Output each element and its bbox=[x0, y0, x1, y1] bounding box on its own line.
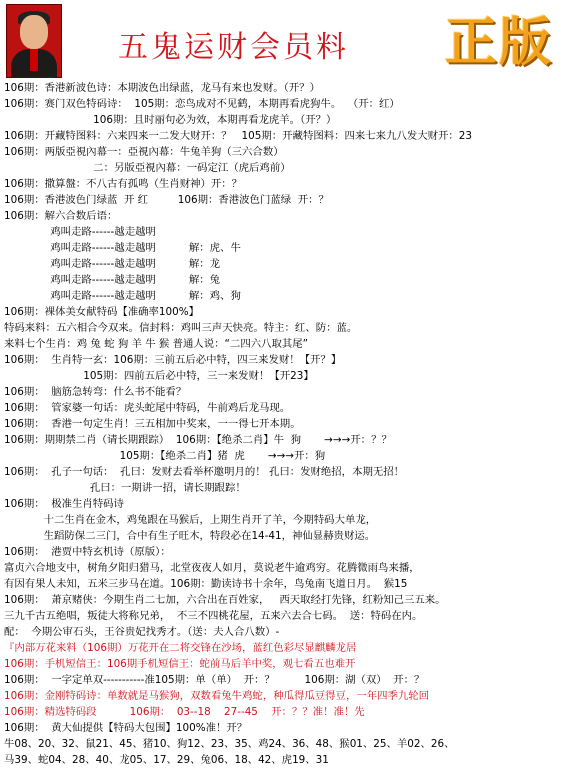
avatar-tie bbox=[30, 49, 38, 71]
text-line: 牛08、20、32、鼠21、45、猪10、狗12、23、35、鸡24、36、48、猴01、25、羊02、26、 bbox=[4, 738, 455, 750]
text-line: 鸡叫走路------越走越明 解：鸡、狗 bbox=[4, 290, 241, 302]
text-line-highlight: 106期：精选特码段 106期： 03--18 27--45 开：？？准！准！先 bbox=[4, 706, 365, 718]
text-line: 配： 今期公审石头，王谷贵妃找秀才。（送：夫人合八数）- bbox=[4, 626, 280, 638]
avatar bbox=[6, 4, 62, 78]
text-line: 106期： 孔子一句话： 孔曰：发财去看举杯邀明月的！ 孔曰：发财绝招，本期无招！ bbox=[4, 466, 405, 478]
avatar-face bbox=[20, 15, 48, 49]
text-line: 马39、蛇04、28、40、龙05、17、29、兔06、18、42、虎19、31 bbox=[4, 754, 329, 766]
text-line: 106期： 港贾中特玄机诗（原版）： bbox=[4, 546, 171, 558]
text-line: 106期：开藏特图料：六来四来一二发大财开：？ 105期：开藏特图料：四来七来九八发大财开：23 bbox=[4, 130, 473, 142]
text-line: 106期：撒算盤：不八古有孤鸣（生肖财神）开：？ bbox=[4, 178, 243, 190]
text-line: 106期： 生肖特一玄：106期：三前五后必中特，四三来发财！【开？】 bbox=[4, 354, 342, 366]
text-line: 二：另版亞視內幕：一码定江（虎后鸡前） bbox=[4, 162, 291, 174]
text-line: 106期：解六合数后语： bbox=[4, 210, 118, 222]
text-line: 105期：【绝杀二肖】猪 虎 →→→开：狗 bbox=[4, 450, 326, 462]
text-line-highlight: 106期：金刚特码诗：单数就是马猴狗，双数看兔牛鸡蛇，种瓜得瓜豆得豆，一年四季九轮回 bbox=[4, 690, 430, 702]
page-title: 五鬼运财会员料 bbox=[118, 30, 349, 65]
text-line: 106期：且时丽句必为效，本期再看龙虎羊。（开？） bbox=[4, 114, 337, 126]
text-line: 106期：香港新波色诗：本期波色出绿蓝，龙马有来也发财。（开？） bbox=[4, 82, 320, 94]
text-line-highlight: 『内部万花来料（106期）万花开在二将交锋在沙场，蓝红色彩尽显麒麟龙居 bbox=[4, 642, 357, 654]
text-line: 106期： 黄大仙提供【特码大包围】100%准！开？ bbox=[4, 722, 248, 734]
text-line: 孔曰：一期讲一招，请长期跟踪！ bbox=[4, 482, 246, 494]
text-line: 有因有果人未知，五米三步马在道。106期：勤读诗书十余年，鸟兔南飞道日月。 猴15 bbox=[4, 578, 408, 590]
text-line-highlight: 106期：手机短信王：106期手机短信王：蛇前马后羊中奖，观七看五也难开 bbox=[4, 658, 356, 670]
text-line: 三九千古五绝唱，叛徒大将称兄弟， 不三不四桃花屋，五来六去合七码。 送：特码在内。 bbox=[4, 610, 423, 622]
text-line: 富贞六合地支中，树角夕阳归猎马，北堂夜夜人如月，莫说老牛逾鸡穷。花腾微雨鸟来播， bbox=[4, 562, 420, 574]
text-line: 生蹈防保二三门，合中有生子旺木，特段必在14-41，神仙显赫贵财运。 bbox=[4, 530, 376, 542]
text-line: 106期： 香港一句定生肖！三五相加中奖来，一一得七开本期。 bbox=[4, 418, 301, 430]
text-line: 106期：期期禁二肖（请长期跟踪） 106期：【绝杀二肖】牛 狗 →→→开：？？ bbox=[4, 434, 392, 446]
text-line: 来料七个生肖：鸡 兔 蛇 狗 羊 牛 猴 普通人说：“二四六八取其尾” bbox=[4, 338, 309, 350]
text-line: 106期： 一字定单双-----------准105期：单（单） 开：？ 106期：湖（双） 开：？ bbox=[4, 674, 425, 686]
text-line: 鸡叫走路------越走越明 解：龙 bbox=[4, 258, 221, 270]
text-line: 106期：两版亞視內幕一：亞視內幕：牛兔羊狗（三六合数） bbox=[4, 146, 284, 158]
content-area bbox=[4, 80, 574, 768]
text-line: 106期： 脑筋急转弯：什么书不能看？ bbox=[4, 386, 187, 398]
text-line: 106期： 萧京赌侠：今期生肖二七加，六合出在百姓家， 西天取经打先锋，红粉知己三五来。 bbox=[4, 594, 446, 606]
text-line: 十二生肖在金木，鸡兔跟在马猴后，上期生肖开了羊，今期特码大单龙， bbox=[4, 514, 377, 526]
text-line: 鸡叫走路------越走越明 bbox=[4, 226, 156, 238]
text-line: 106期：香港波色门绿蓝 开 红 106期：香港波色门蓝绿 开：？ bbox=[4, 194, 329, 206]
text-line: 特码来料：五六相合今双来。信封料：鸡叫三声天快亮。特主：红、防：蓝。 bbox=[4, 322, 358, 334]
text-line: 鸡叫走路------越走越明 解：兔 bbox=[4, 274, 221, 286]
text-line: 鸡叫走路------越走越明 解：虎、牛 bbox=[4, 242, 241, 254]
text-line: 106期：赛门双色特码诗： 105期：恋鸟成对不见鹤，本期再看虎狗牛。 （开：红） bbox=[4, 98, 400, 110]
text-line: 106期： 极准生肖特码诗 bbox=[4, 498, 124, 510]
genuine-badge: 正版 bbox=[445, 12, 554, 73]
page-header bbox=[0, 0, 577, 80]
text-line: 105期：四前五后必中特，三一来发财！【开23】 bbox=[4, 370, 314, 382]
text-line: 106期： 管家婆一句话：虎头蛇尾中特码，牛前鸡后龙马现。 bbox=[4, 402, 291, 414]
text-line: 106期：裸体美女献特码【准确率100%】 bbox=[4, 306, 200, 318]
